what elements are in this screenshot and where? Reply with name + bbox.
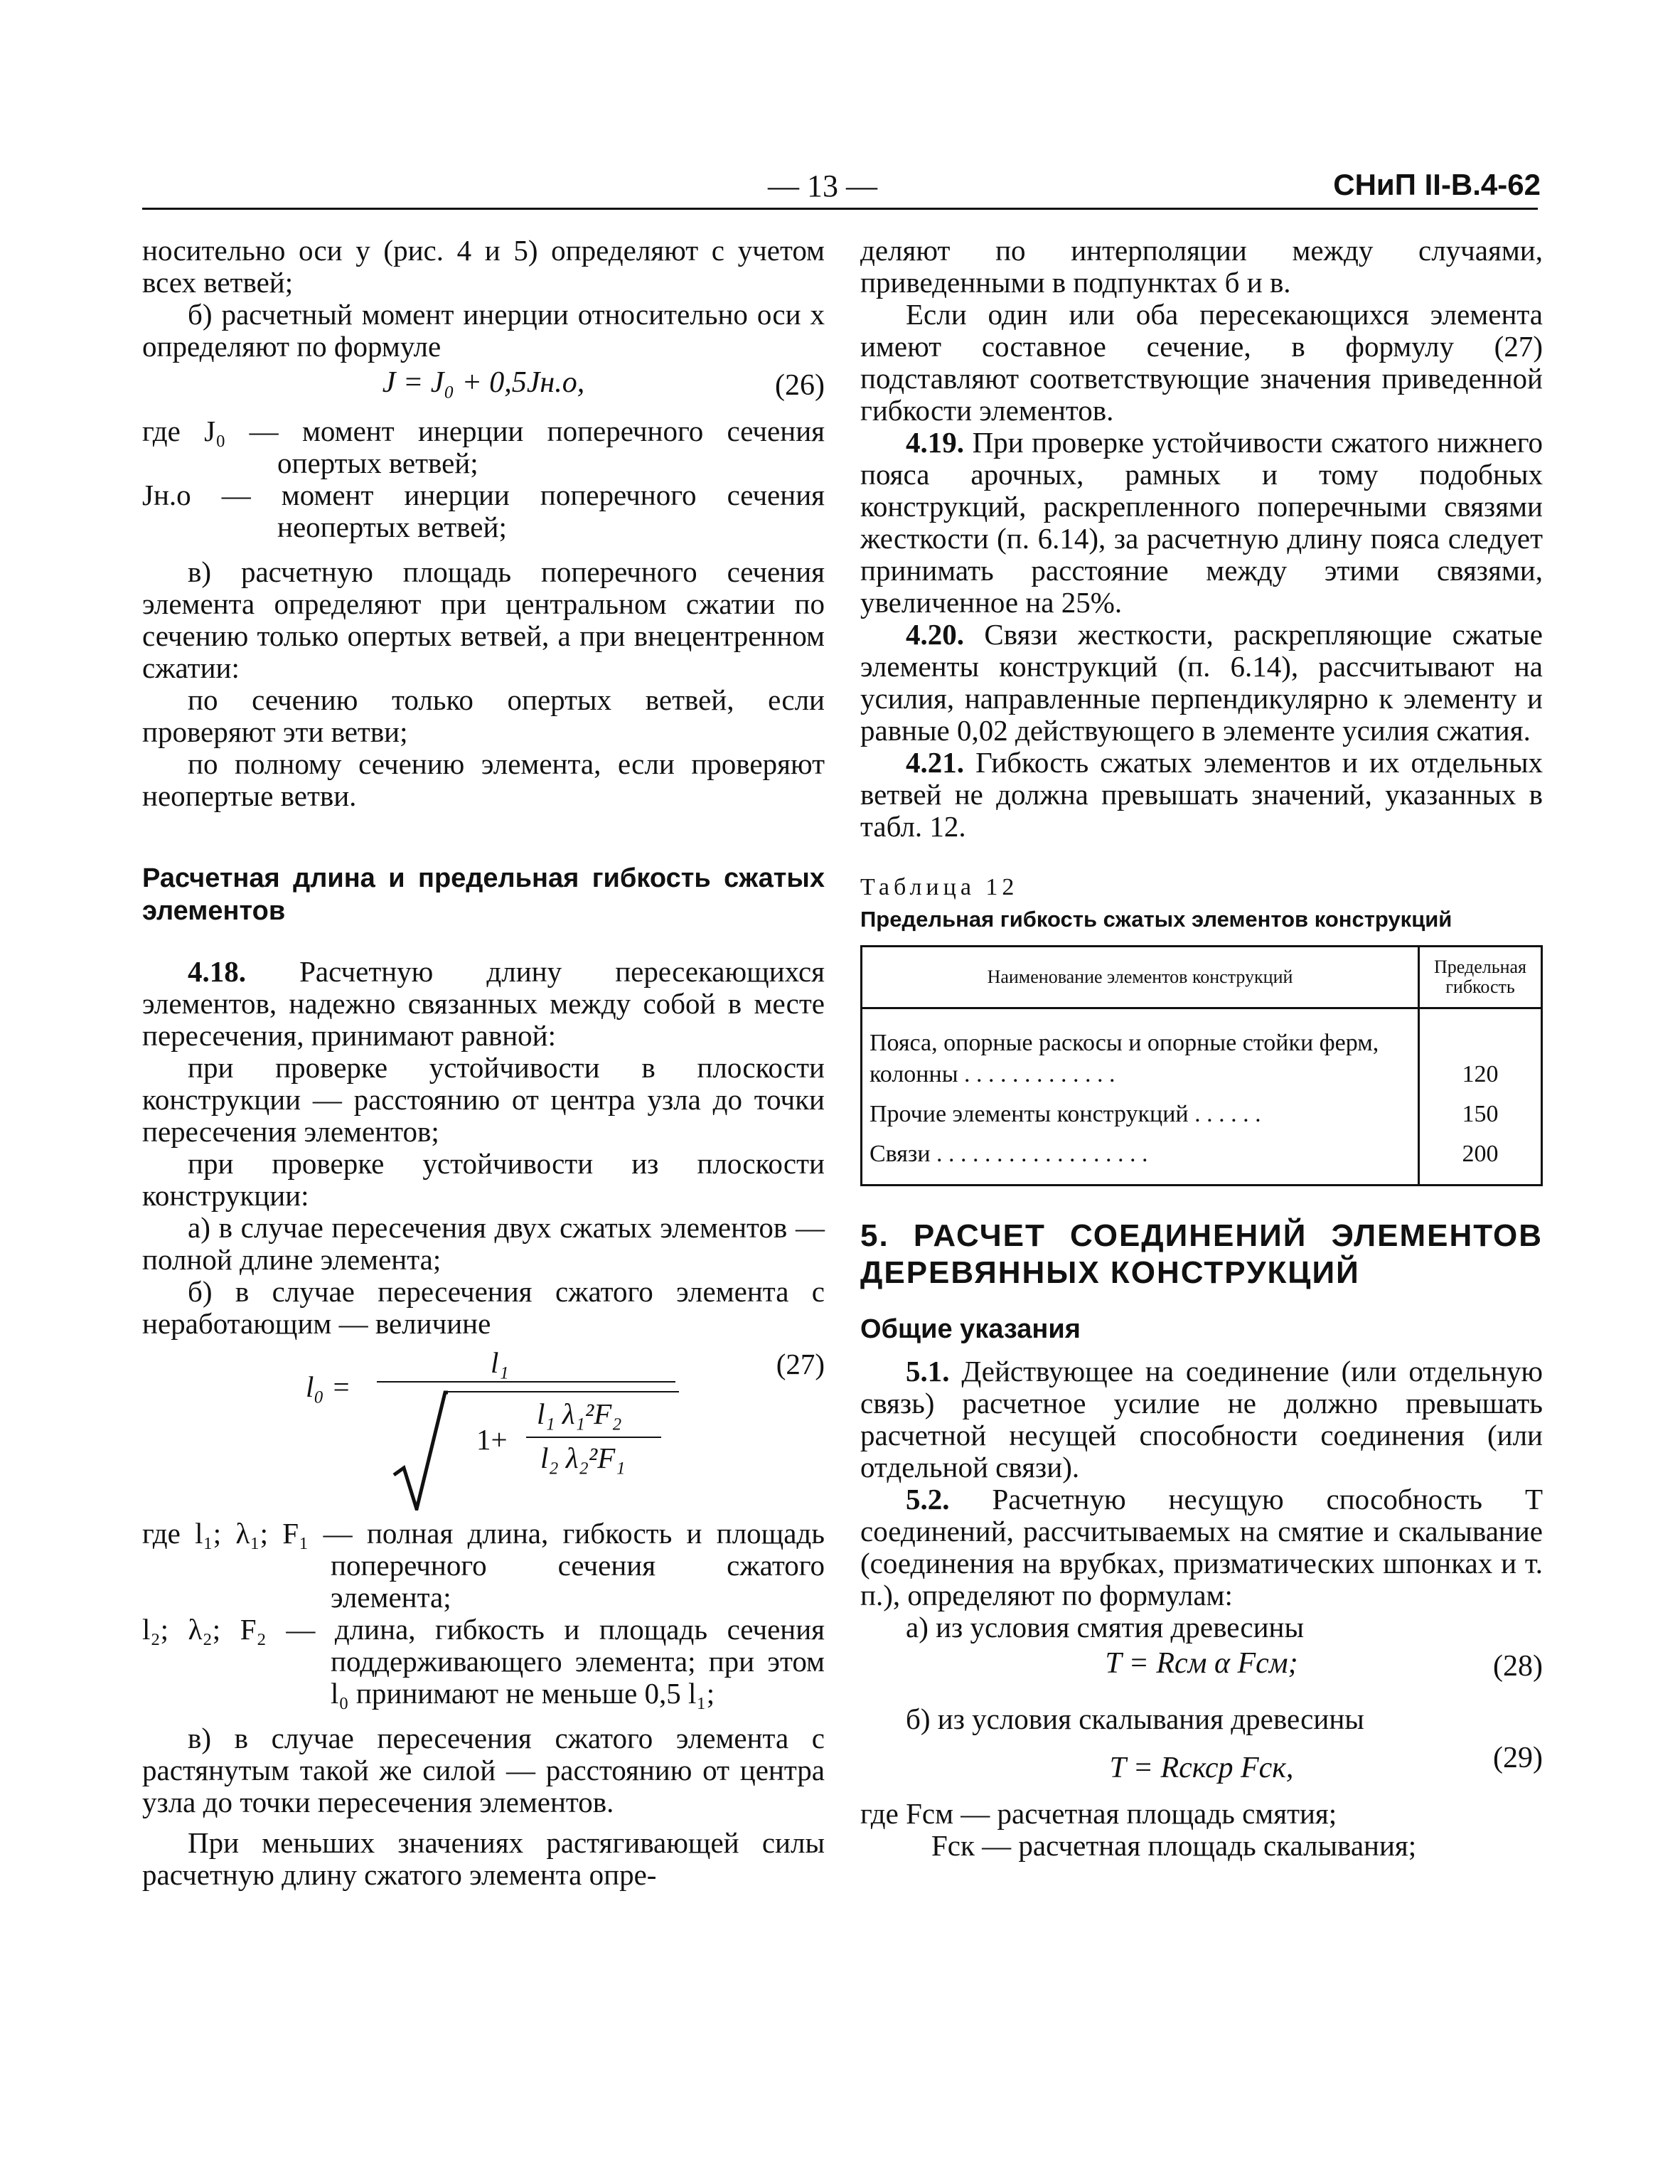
table-cell: 200 <box>1419 1134 1542 1186</box>
formula-number: (26) <box>775 369 825 402</box>
definition-text: расчетная площадь скалывания; <box>1018 1829 1417 1862</box>
clause-4-19 <box>860 427 1543 619</box>
formula-28 <box>860 1648 1543 1699</box>
paragraph: б) расчетный момент инерции относительно оси x определяют по формуле <box>142 298 825 363</box>
fraction-bar <box>377 1381 675 1383</box>
formula-text: J = J₀ + 0,5Jн.о, <box>382 366 585 399</box>
clause-text: Связи жесткости, раскрепляющие сжатые элементы конструкций (п. 6.14), рассчитывают на усилия, направленные перпендикулярно к элементу и равные 0,02 действующего в элементе усилия сжатия. <box>860 618 1543 747</box>
paragraph: Если один или оба пересекающихся элемента имеют составное сечение, в формулу (27) подставляют соответствующие значения приведенной гибкости элементов. <box>860 298 1543 427</box>
formula-inner-numerator: l₁ λ₁²F₂ <box>537 1397 622 1430</box>
radical-sign <box>391 1390 448 1511</box>
clause-number: 4.19. <box>906 426 964 459</box>
section-heading: Расчетная длина и предельная гибкость сжатых элементов <box>142 863 825 926</box>
definition-text: момент инерции поперечного сечения опертых ветвей; <box>277 415 825 479</box>
definition-text: полная длина, гибкость и площадь поперечного сечения сжатого элемента; <box>331 1517 825 1614</box>
formula-numerator: l₁ <box>491 1346 509 1379</box>
paragraph: при проверке устойчивости в плоскости конструкции — расстоянию от центра узла до точки пересечения элементов; <box>142 1051 825 1148</box>
formula-number: (28) <box>1493 1650 1543 1683</box>
table-row <box>862 1008 1542 1095</box>
paragraph: в) расчетную площадь поперечного сечения элемента определяют при центральном сжатии по сечению только опертых ветвей, а при внецентренном сжатии: <box>142 555 825 684</box>
table-cell: Прочие элементы конструкций . . . . . . <box>870 1101 1261 1127</box>
definition <box>860 1798 1543 1830</box>
definition <box>142 1518 825 1614</box>
clause-4-18 <box>142 956 825 1052</box>
table-cell: Связи . . . . . . . . . . . . . . . . . . <box>862 1134 1419 1186</box>
table-12 <box>860 945 1543 1186</box>
table-row <box>862 1094 1542 1134</box>
document-code: СНиП II-В.4-62 <box>1333 168 1541 201</box>
definition-symbol: где Fсм — <box>860 1797 990 1830</box>
definition-symbol: l₂; λ₂; F₂ — <box>142 1613 316 1646</box>
definition-symbol: где l₁; λ₁; F₁ — <box>142 1517 353 1550</box>
formula-lhs: l₀ = <box>306 1370 351 1403</box>
page-number: — 13 — <box>768 169 877 203</box>
definition-symbol: Fск — <box>931 1829 1012 1862</box>
paragraph: деляют по интерполяции между случаями, приведенными в подпунктах б и в. <box>860 234 1543 299</box>
definition <box>142 415 825 479</box>
left-column <box>142 235 825 1891</box>
formula-text: T = Rсм α Fсм; <box>1105 1647 1298 1680</box>
definition-symbol: Jн.о — <box>142 479 251 511</box>
table-header: Предельная гибкость <box>1419 947 1542 1008</box>
table-cell: Пояса, опорные раскосы и опорные стойки ферм, колонны . . . . . . . . . . . . . <box>870 1030 1379 1087</box>
subsection-heading: Общие указания <box>860 1314 1081 1344</box>
definition <box>142 1613 825 1710</box>
clause-4-21 <box>860 747 1543 843</box>
definition-symbol: где J₀ — <box>142 415 279 447</box>
inner-fraction-bar <box>526 1437 661 1438</box>
table-row <box>862 1134 1542 1186</box>
paragraph: по сечению только опертых ветвей, если проверяют эти ветви; <box>142 683 825 748</box>
section-title: 5. РАСЧЕТ СОЕДИНЕНИЙ ЭЛЕМЕНТОВ ДЕРЕВЯННЫХ КОНСТРУКЦИЙ <box>860 1218 1543 1290</box>
clause-5-1 <box>860 1355 1543 1483</box>
formula-text: T = Rскср Fск, <box>1109 1752 1294 1784</box>
definition-text: расчетная площадь смятия; <box>997 1797 1337 1830</box>
clause-text: Гибкость сжатых элементов и их отдельных ветвей не должна превышать значений, указанных в табл. 12. <box>860 746 1543 843</box>
table-header: Наименование элементов конструкций <box>862 947 1419 1008</box>
header-rule <box>142 208 1538 210</box>
paragraph: а) в случае пересечения двух сжатых элементов — полной длине элемента; <box>142 1211 825 1276</box>
clause-number: 5.2. <box>906 1483 950 1516</box>
paragraph: а) из условия смятия древесины <box>906 1611 1305 1644</box>
clause-text: Расчетную несущую способность T соединений, рассчитываемых на смятие и скалывание (соединения на врубках, призматических шпонках и т. п.), определяют по формулам: <box>860 1483 1543 1612</box>
formula-27 <box>142 1347 825 1511</box>
formula-26 <box>142 367 825 411</box>
definition <box>142 479 825 543</box>
formula-one: 1+ <box>476 1423 508 1456</box>
paragraph: б) в случае пересечения сжатого элемента с неработающим — величине <box>142 1275 825 1340</box>
formula-29 <box>860 1740 1543 1794</box>
clause-number: 4.18. <box>188 955 246 988</box>
definition <box>860 1830 1543 1862</box>
definition-text: длина, гибкость и площадь сечения поддерживающего элемента; при этом l₀ принимают не меньше 0,5 l₁; <box>331 1613 825 1710</box>
table-cell: 150 <box>1419 1094 1542 1134</box>
clause-number: 4.20. <box>906 618 964 651</box>
clause-text: При проверке устойчивости сжатого нижнего пояса арочных, рамных и тому подобных конструкций, раскрепленного поперечными связями жесткости (п. 6.14), за расчетную длину пояса следует принимать расстояние между этими связями, увеличенное на 25%. <box>860 426 1543 619</box>
clause-5-2 <box>860 1483 1543 1612</box>
clause-4-20 <box>860 619 1543 747</box>
formula-number: (29) <box>1493 1742 1543 1774</box>
radical-bar <box>444 1391 679 1392</box>
definition-text: момент инерции поперечного сечения неопертых ветвей; <box>277 479 825 543</box>
paragraph: в) в случае пересечения сжатого элемента с растянутым такой же силой — расстоянию от центра узла до точки пересечения элементов. <box>142 1722 825 1818</box>
formula-number: (27) <box>776 1348 825 1380</box>
table-title: Предельная гибкость сжатых элементов конструкций <box>860 907 1452 932</box>
clause-number: 5.1. <box>906 1355 950 1387</box>
table-header-row <box>862 947 1542 1008</box>
clause-text: Действующее на соединение (или отдельную связь) расчетное усилие не должно превышать расчетной несущей способности соединения (или отдельной связи). <box>860 1355 1543 1483</box>
clause-number: 4.21. <box>906 746 964 779</box>
paragraph: носительно оси y (рис. 4 и 5) определяют с учетом всех ветвей; <box>142 234 825 299</box>
right-column <box>860 235 1543 1862</box>
clause-text: Расчетную длину пересекающихся элементов, надежно связанных между собой в месте пересечения, принимают равной: <box>142 955 825 1052</box>
table-cell: 120 <box>1419 1008 1542 1095</box>
paragraph: При меньших значениях растягивающей силы расчетную длину сжатого элемента опре- <box>142 1826 825 1891</box>
paragraph: по полному сечению элемента, если проверяют неопертые ветви. <box>142 747 825 812</box>
table-caption: Таблица 12 <box>860 874 1019 900</box>
paragraph: б) из условия скалывания древесины <box>906 1703 1364 1735</box>
formula-inner-denominator: l₂ λ₂²F₁ <box>540 1442 626 1474</box>
paragraph: при проверке устойчивости из плоскости конструкции: <box>142 1147 825 1212</box>
